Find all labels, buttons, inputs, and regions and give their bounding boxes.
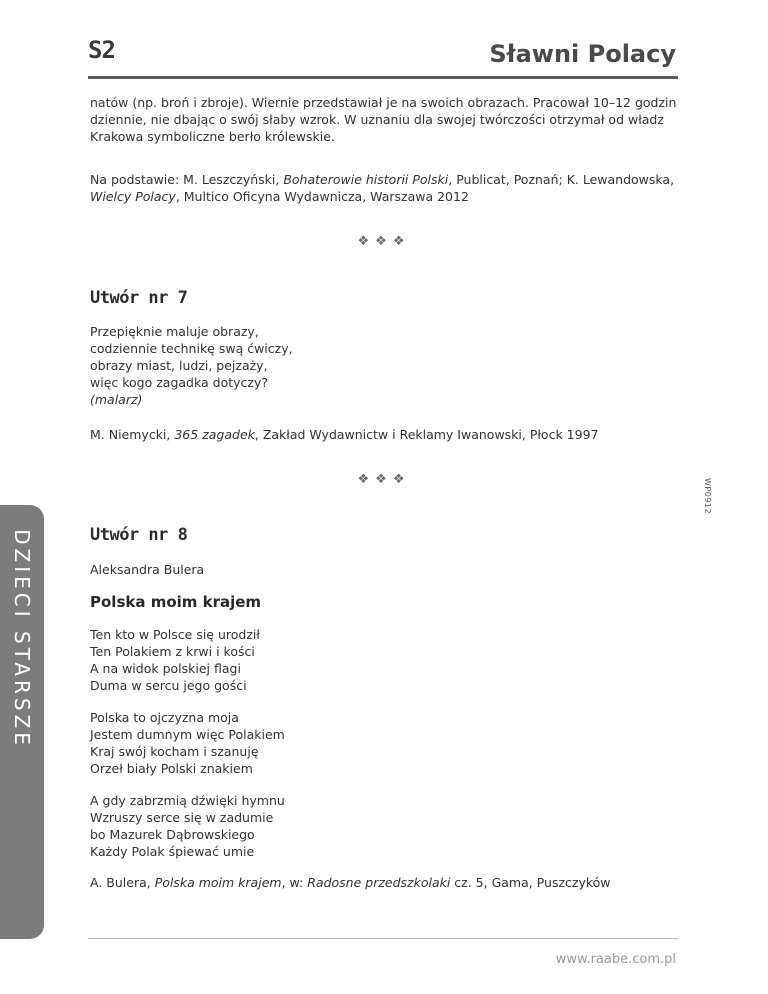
citation-prefix: Na podstawie: M. Leszczyński, [90, 172, 284, 187]
citation-middle: , w: [281, 875, 308, 890]
ornament-divider: ❖❖❖ [357, 234, 411, 249]
side-tab-label: DZIECI STARSZE [10, 529, 34, 749]
section-code: S2 [88, 36, 115, 64]
intro-line: dziennie, nie dbając o swój słaby wzrok. W uznaniu dla swojej twórczości otrzymał od władz [90, 112, 664, 127]
citation-suffix: cz. 5, Gama, Puszczyków [450, 875, 611, 890]
poem-line: Ten Polakiem z krwi i kości [90, 644, 255, 659]
section-heading: Utwór nr 8 [90, 525, 188, 545]
riddle-poem [90, 323, 678, 408]
document-code: WP0912 [703, 478, 712, 515]
poem-author: Aleksandra Bulera [90, 562, 205, 577]
source-citation-2 [90, 426, 678, 443]
poem-line: Wzruszy serce się w zadumie [90, 810, 274, 825]
ornament-divider: ❖❖❖ [357, 472, 411, 487]
poem-line: Orzeł biały Polski znakiem [90, 761, 253, 776]
source-citation-3 [90, 874, 678, 891]
citation-suffix: , Zakład Wydawnictw i Reklamy Iwanowski, Płock 1997 [254, 427, 599, 442]
poem-line: więc kogo zagadka dotyczy? [90, 375, 268, 390]
source-citation-1 [90, 171, 678, 205]
footer-divider [88, 938, 678, 939]
poem-line: Kraj swój kocham i szanuję [90, 744, 259, 759]
intro-line: Krakowa symboliczne berło królewskie. [90, 129, 335, 144]
citation-book: Radosne przedszkolaki [307, 875, 451, 890]
poem-stanza [90, 626, 678, 694]
poem-stanza [90, 709, 678, 777]
section-heading: Utwór nr 7 [90, 288, 188, 308]
poem-line: Ten kto w Polsce się urodził [90, 627, 260, 642]
intro-line: natów (np. broń i zbroje). Wiernie przedstawiał je na swoich obrazach. Pracował 10–12 godzin [90, 95, 677, 110]
poem-line: Przepięknie maluje obrazy, [90, 324, 259, 339]
citation-suffix: , Multico Oficyna Wydawnicza, Warszawa 2012 [175, 189, 469, 204]
poem-line: A na widok polskiej flagi [90, 661, 241, 676]
intro-paragraph [90, 94, 678, 145]
poem-stanza [90, 792, 678, 860]
poem-line: bo Mazurek Dąbrowskiego [90, 827, 255, 842]
poem-line: Jestem dumnym więc Polakiem [90, 727, 285, 742]
poem-title: Polska moim krajem [90, 593, 262, 611]
page-title: Sławni Polacy [489, 40, 676, 68]
citation-prefix: A. Bulera, [90, 875, 155, 890]
citation-title: 365 zagadek [174, 427, 255, 442]
citation-middle: , Publicat, Poznań; K. Lewandowska, [448, 172, 675, 187]
poem-line: codziennie technikę swą ćwiczy, [90, 341, 293, 356]
citation-title: Bohaterowie historii Polski [283, 172, 449, 187]
section-side-tab [0, 505, 44, 939]
poem-line: obrazy miast, ludzi, pejzaży, [90, 358, 268, 373]
citation-prefix: M. Niemycki, [90, 427, 175, 442]
footer-url[interactable]: www.raabe.com.pl [555, 952, 676, 967]
poem-line: Każdy Polak śpiewać umie [90, 844, 255, 859]
poem-line: Duma w sercu jego gości [90, 678, 247, 693]
poem-line: Polska to ojczyzna moja [90, 710, 239, 725]
header-divider [88, 76, 678, 79]
citation-title: Polska moim krajem [154, 875, 282, 890]
riddle-answer: (malarz) [90, 392, 143, 407]
poem-line: A gdy zabrzmią dźwięki hymnu [90, 793, 285, 808]
citation-title: Wielcy Polacy [90, 189, 176, 204]
